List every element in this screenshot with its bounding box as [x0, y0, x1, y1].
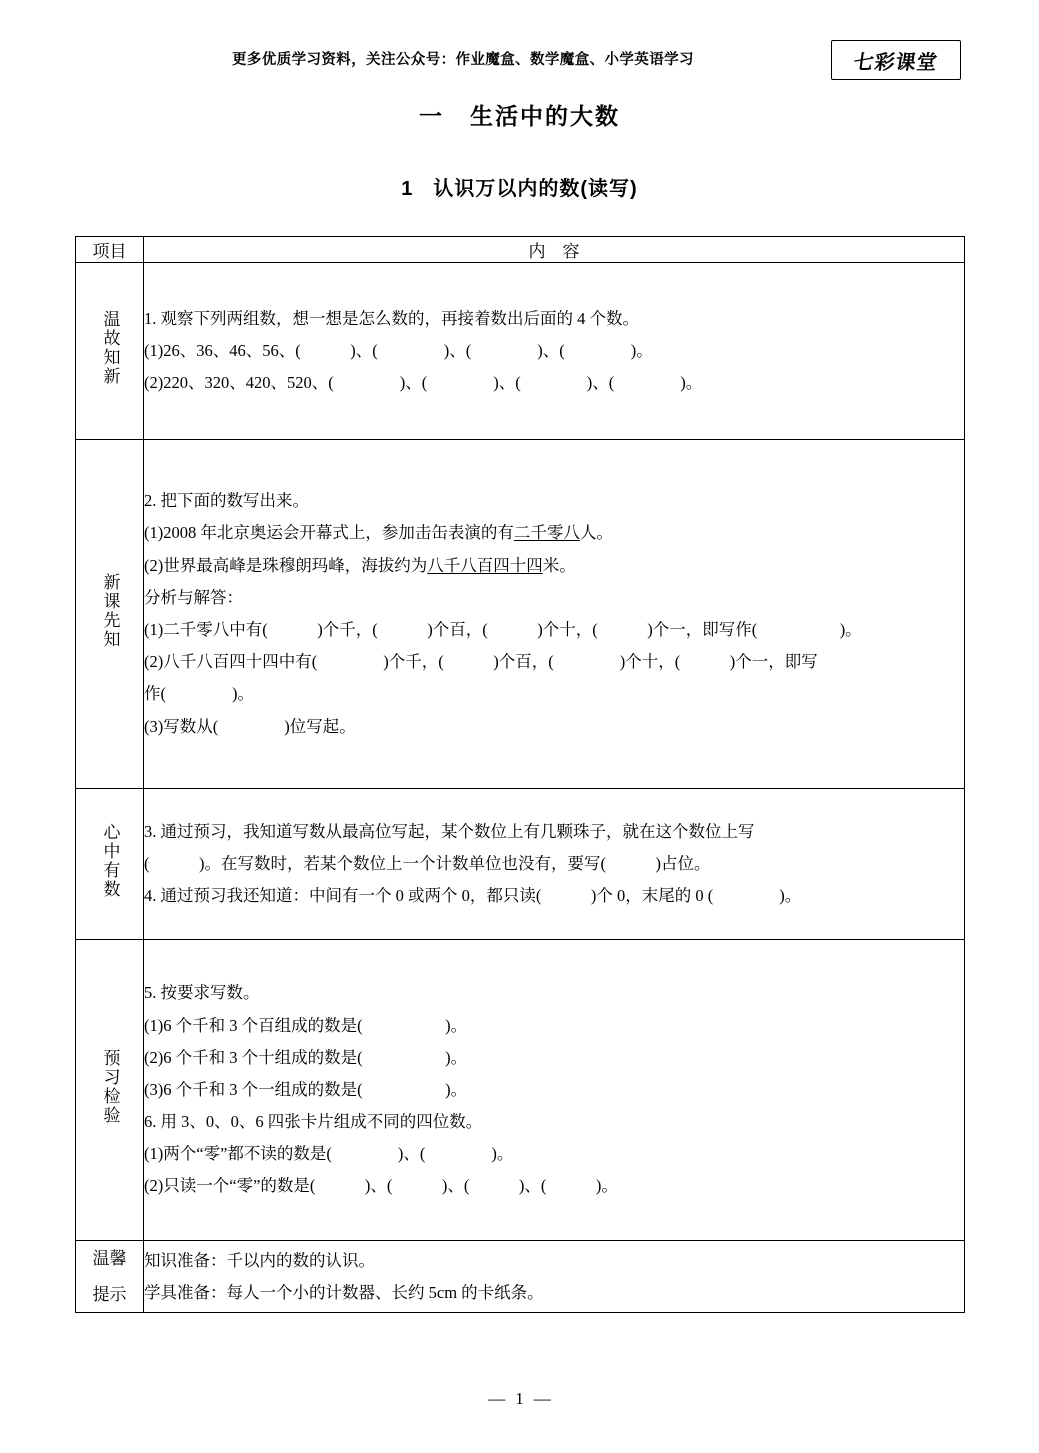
page-footer — [0, 1389, 1039, 1409]
content-line: (2)八千八百四十四中有( )个千，( )个百，( )个十，( )个一，即写 — [144, 652, 818, 672]
content-line: 3. 通过预习，我知道写数从最高位写起，某个数位上有几颗珠子，就在这个数位上写 — [144, 821, 755, 841]
table-row — [76, 440, 965, 789]
row-label-char: 新课先知 — [100, 572, 120, 649]
promo-text: 更多优质学习资料，关注公众号：作业魔盒、数学魔盒、小学英语学习 — [232, 52, 694, 68]
row-label-check — [76, 940, 144, 1241]
content-line: (3)6 个千和 3 个一组成的数是( )。 — [144, 1079, 468, 1099]
footer-dash-right: — — [533, 1389, 551, 1408]
content-line: 6. 用 3、0、0、6 四张卡片组成不同的四位数。 — [144, 1112, 483, 1132]
content-line: (2)只读一个“零”的数是( )、( )、( )、( )。 — [144, 1176, 618, 1196]
footer-dash-left: — — [488, 1389, 506, 1408]
content-line: (3)写数从( )位写起。 — [144, 716, 356, 736]
chapter-title-text: 生活中的大数 — [470, 103, 620, 129]
table-row — [76, 789, 965, 940]
chapter-number: 一 — [419, 103, 444, 129]
row-content-review — [144, 263, 965, 440]
underlined-number: 八千八百四十四 — [427, 555, 543, 575]
row-label-understanding — [76, 789, 144, 940]
content-line: 2. 把下面的数写出来。 — [144, 491, 309, 511]
row-content-check — [144, 940, 965, 1241]
chapter-title — [0, 98, 1039, 131]
content-line: ( )。在写数时，若某个数位上一个计数单位也没有，要写( )占位。 — [144, 853, 711, 873]
row-content-tips — [144, 1241, 965, 1313]
content-line: (2)世界最高峰是珠穆朗玛峰，海拔约为八千八百四十四米。 — [144, 555, 576, 575]
row-label-char: 心中有数 — [100, 822, 120, 899]
content-line: 1. 观察下列两组数，想一想是怎么数的，再接着数出后面的 4 个数。 — [144, 308, 639, 328]
section-title-text: 认识万以内的数(读写) — [433, 178, 638, 200]
table-row — [76, 940, 965, 1241]
brand-logo — [831, 40, 961, 80]
page-number: 1 — [515, 1389, 524, 1408]
content-line: (1)26、36、46、56、( )、( )、( )、( )。 — [144, 340, 653, 360]
section-number: 1 — [401, 178, 414, 200]
row-label-char: 温故知新 — [100, 309, 120, 386]
header-cell-project: 项目 — [76, 237, 144, 263]
content-line: (2)6 个千和 3 个十组成的数是( )。 — [144, 1047, 468, 1067]
row-label-line: 温馨 — [92, 1249, 127, 1268]
worksheet-table — [75, 236, 965, 1313]
row-label-char: 预习检验 — [100, 1048, 120, 1125]
table-header-row — [76, 237, 965, 263]
content-line: 知识准备：千以内的数的认识。 — [144, 1250, 375, 1270]
row-label-line: 提示 — [92, 1284, 127, 1304]
content-line: (1)二千零八中有( )个千，( )个百，( )个十，( )个一，即写作( )。 — [144, 620, 862, 639]
content-line: 作( )。 — [144, 684, 254, 704]
content-line: 分析与解答： — [144, 587, 243, 607]
row-content-understanding — [144, 789, 965, 940]
content-line: (1)2008 年北京奥运会开幕式上，参加击缶表演的有二千零八人。 — [144, 523, 613, 543]
content-line: 5. 按要求写数。 — [144, 983, 260, 1003]
row-label-tips — [76, 1241, 144, 1313]
table-row — [76, 1241, 965, 1313]
section-title — [0, 172, 1039, 201]
underlined-number: 二千零八 — [513, 523, 580, 543]
row-label-review — [76, 263, 144, 440]
header-cell-content: 内 容 — [144, 237, 965, 263]
content-line: (1)6 个千和 3 个百组成的数是( )。 — [144, 1015, 468, 1035]
content-line: 4. 通过预习我还知道：中间有一个 0 或两个 0，都只读( )个 0，末尾的 0 ( )。 — [144, 886, 802, 906]
page-header — [0, 42, 1039, 88]
table-row — [76, 263, 965, 440]
brand-logo-text: 七彩课堂 — [852, 51, 940, 74]
content-line: 学具准备：每人一个小的计数器、长约 5cm 的卡纸条。 — [144, 1282, 544, 1302]
content-line: (1)两个“零”都不读的数是( )、( )。 — [144, 1144, 514, 1164]
row-label-preview — [76, 440, 144, 789]
content-line: (2)220、320、420、520、( )、( )、( )、( )。 — [144, 373, 703, 393]
row-content-preview — [144, 440, 965, 789]
